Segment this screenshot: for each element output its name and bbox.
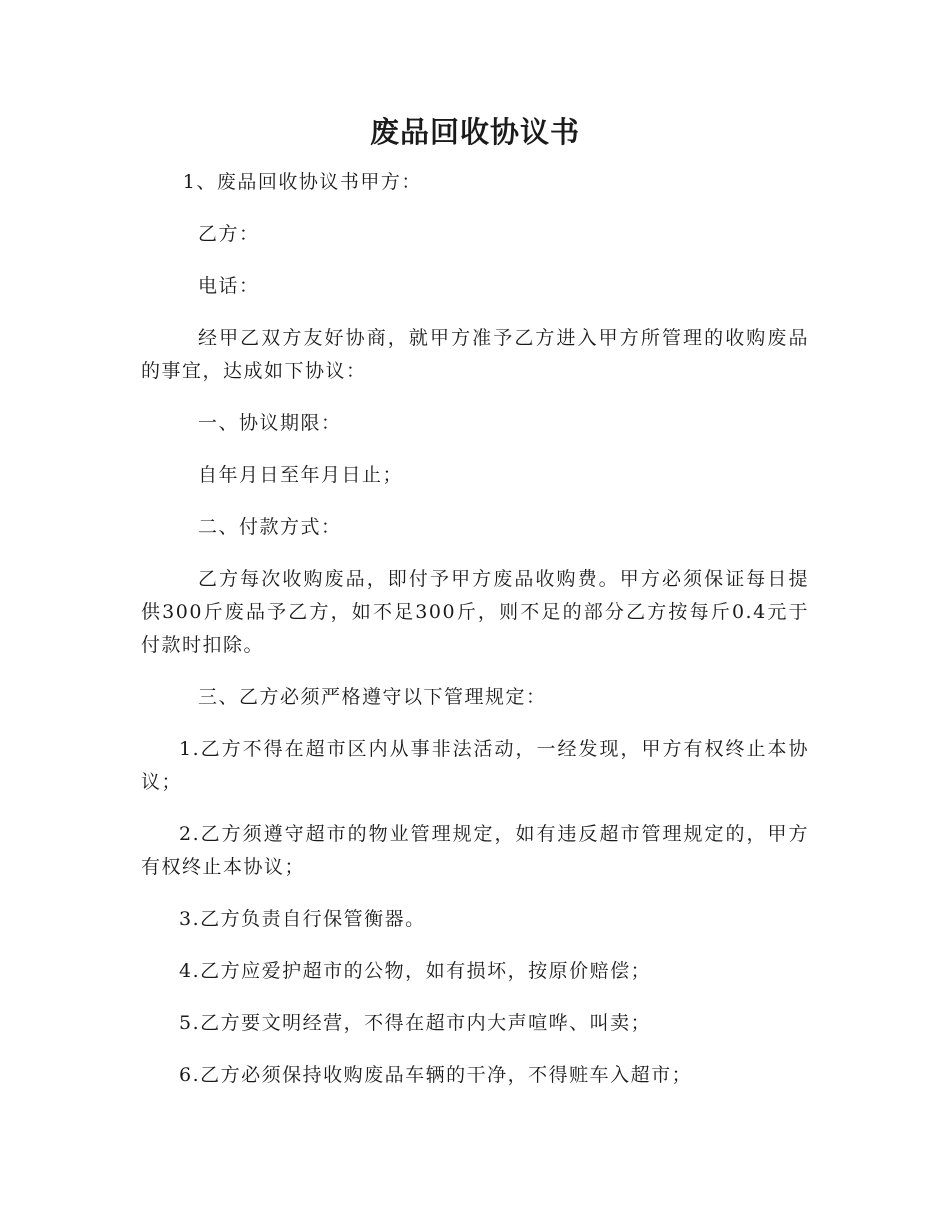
paragraph-preamble: 经甲乙双方友好协商，就甲方准予乙方进入甲方所管理的收购废品的事宜，达成如下协议：: [141, 327, 809, 382]
rule-item-2: 2.乙方须遵守超市的物业管理规定，如有违反超市管理规定的，甲方有权终止本协议；: [141, 823, 809, 878]
document-body: [141, 166, 809, 1111]
rule-item-4: 4.乙方应爱护超市的公物，如有损坏，按原价赔偿；: [179, 960, 652, 982]
section-heading-rules: 三、乙方必须严格遵守以下管理规定：: [198, 686, 547, 708]
rule-item-3: 3.乙方负责自行保管衡器。: [179, 908, 426, 930]
paragraph-phone: 电话：: [198, 275, 260, 297]
section-heading-term: 一、协议期限：: [198, 412, 342, 434]
document-title: 废品回收协议书: [369, 115, 580, 149]
rule-item-5: 5.乙方要文明经营，不得在超市内大声喧哗、叫卖；: [179, 1012, 652, 1034]
paragraph-party-a: 1、废品回收协议书甲方：: [182, 171, 422, 193]
paragraph-payment: 乙方每次收购废品，即付予甲方废品收购费。甲方必须保证每日提供300斤废品予乙方，如不足300斤，则不足的部分乙方按每斤0.4元于付款时扣除。: [141, 568, 809, 656]
paragraph-party-b: 乙方：: [198, 223, 260, 245]
paragraph-term: 自年月日至年月日止；: [198, 464, 404, 486]
section-heading-payment: 二、付款方式：: [198, 516, 342, 538]
rule-item-6: 6.乙方必须保持收购废品车辆的干净，不得赃车入超市；: [179, 1064, 693, 1086]
rule-item-1: 1.乙方不得在超市区内从事非法活动，一经发现，甲方有权终止本协议；: [141, 738, 809, 793]
